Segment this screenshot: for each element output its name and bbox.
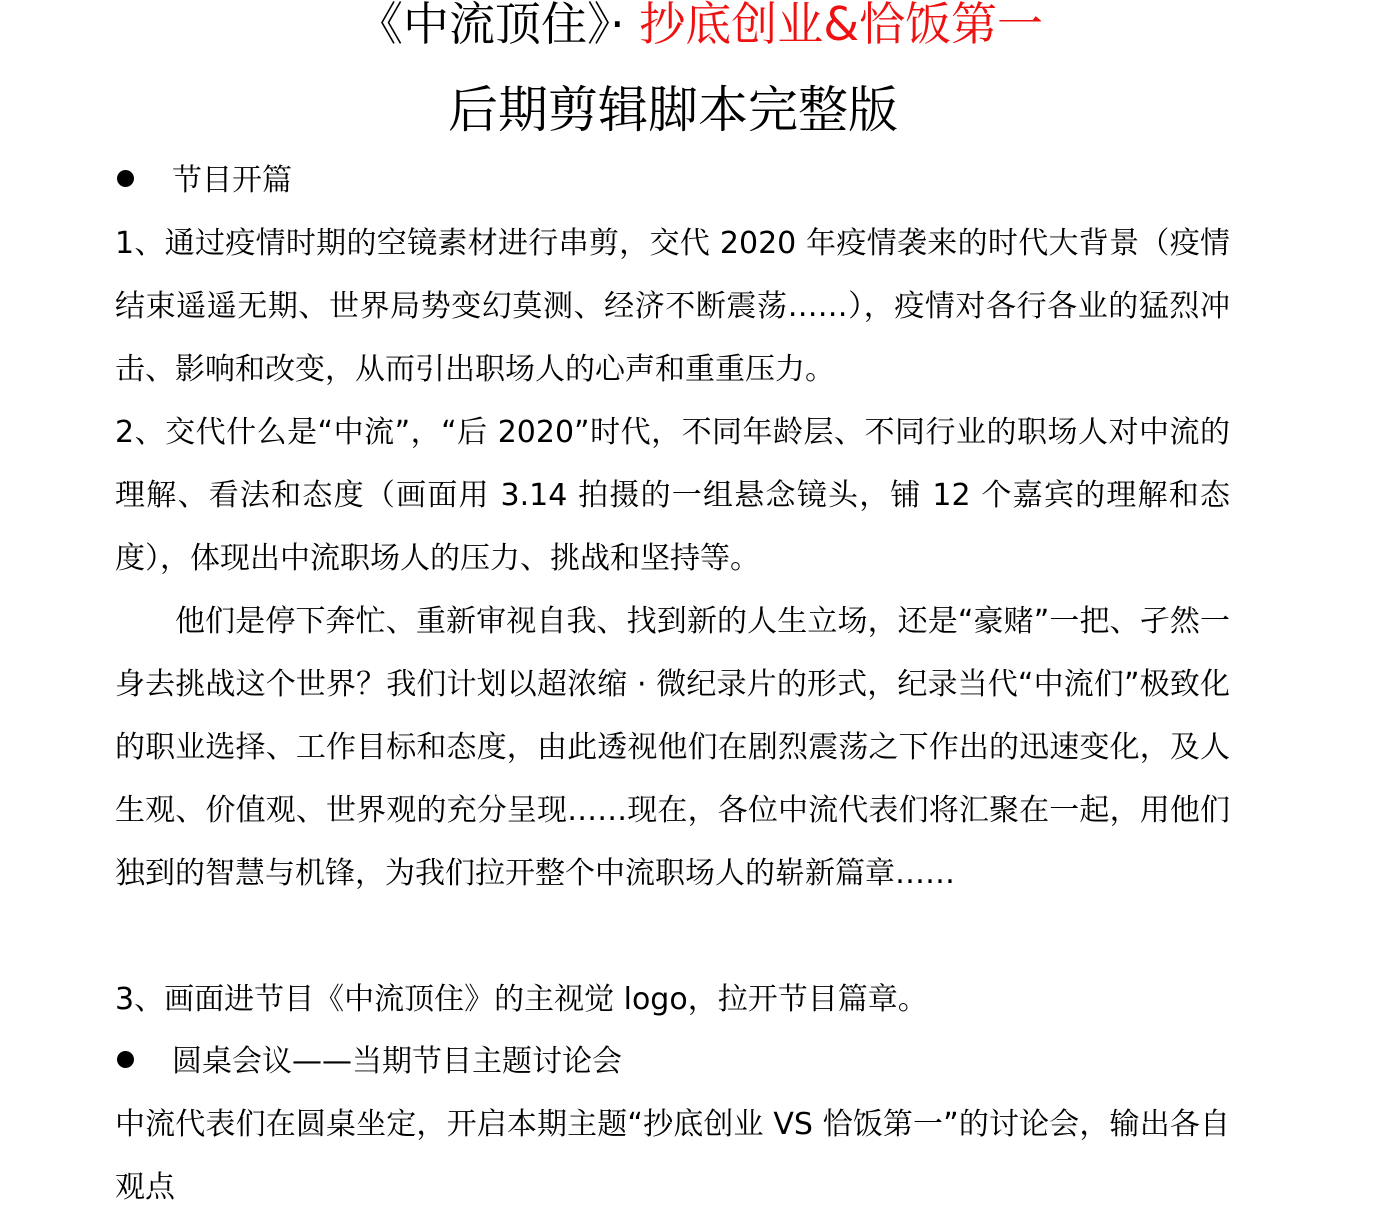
paragraph-roundtable: 中流代表们在圆桌坐定，开启本期主题“抄底创业 VS 恰饭第一”的讨论会，输出各自观点 — [115, 1107, 1230, 1205]
bullet-icon — [117, 170, 134, 187]
document-subtitle: 后期剪辑脚本完整版 — [448, 81, 898, 139]
section-heading-label: 节目开篇 — [172, 163, 292, 198]
paragraph-item-2: 2、交代什么是“中流”，“后 2020”时代，不同年龄层、不同行业的职场人对中流的理解、看法和态度（画面用 3.14 拍摄的一组悬念镜头，铺 12 个嘉宾的理解和态度），体现出中流职场人的压力、挑战和坚持等。 — [115, 415, 1230, 576]
section-heading-label: 圆桌会议——当期节目主题讨论会 — [172, 1044, 622, 1079]
bullet-icon — [117, 1051, 134, 1068]
section-heading-roundtable — [115, 1030, 1230, 1093]
paragraph-item-2-continued: 他们是停下奔忙、重新审视自我、找到新的人生立场，还是“豪赌”一把、孑然一身去挑战这个世界？我们计划以超浓缩 · 微纪录片的形式，纪录当代“中流们”极致化的职业选择、工作目标和态度，由此透视他们在剧烈震荡之下作出的迅速变化，及人生观、价值观、世界观的充分呈现……现在，各位中流代表们将汇聚在一起，用他们独到的智慧与机锋，为我们拉开整个中流职场人的崭新篇章…… — [115, 604, 1230, 891]
paragraph-item-3: 3、画面进节目《中流顶住》的主视觉 logo，拉开节目篇章。 — [115, 982, 928, 1017]
title-show-name: 《中流顶住》· — [356, 0, 640, 51]
section-heading-opening — [115, 149, 1230, 212]
paragraph-item-1: 1、通过疫情时期的空镜素材进行串剪，交代 2020 年疫情袭来的时代大背景（疫情结束遥遥无期、世界局势变幻莫测、经济不断震荡……），疫情对各行各业的猛烈冲击、影响和改变，从而引出职场人的心声和重重压力。 — [115, 226, 1230, 387]
title-episode-theme: 抄底创业&恰饭第一 — [639, 0, 1044, 51]
document-title — [0, 0, 1400, 56]
